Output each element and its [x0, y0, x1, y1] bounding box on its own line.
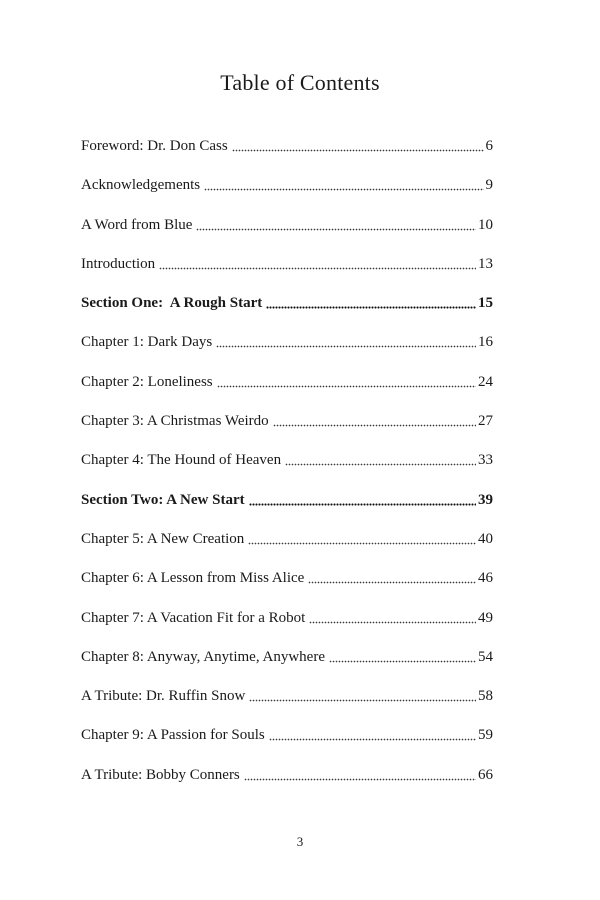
toc-entry-label: Chapter 7: A Vacation Fit for a Robot: [81, 609, 306, 626]
toc-entry-label: Chapter 5: A New Creation: [81, 530, 245, 547]
toc-entry-page: 33: [478, 452, 493, 469]
dot-leader: [273, 411, 476, 427]
dot-leader: [196, 215, 476, 231]
toc-entry-page: 40: [478, 530, 493, 547]
toc-entry: [81, 136, 493, 175]
toc-entry-page: 16: [478, 334, 493, 351]
page-number: 3: [296, 834, 304, 849]
toc-section-heading: [81, 293, 493, 332]
toc-entry-page: 10: [478, 216, 493, 233]
toc-entry-page: 13: [478, 255, 493, 272]
dot-leader: [204, 175, 483, 191]
toc-entry-label: Chapter 3: A Christmas Weirdo: [81, 413, 269, 430]
toc-entry: [81, 725, 493, 764]
toc-entry-label: Chapter 1: Dark Days: [81, 334, 213, 351]
toc-entry-page: 49: [478, 609, 493, 626]
toc-entry-page: 39: [478, 491, 493, 508]
dot-leader: [269, 725, 476, 741]
toc-entry-label: Section One: A Rough Start: [81, 295, 263, 312]
toc-entry-label: Chapter 9: A Passion for Souls: [81, 727, 265, 744]
toc-entry: [81, 647, 493, 686]
toc-entry-page: 58: [478, 688, 493, 705]
dot-leader: [329, 647, 476, 663]
toc-entry-page: 6: [485, 138, 493, 154]
toc-entry: [81, 411, 493, 450]
toc-entry: [81, 332, 493, 371]
toc-entry: [81, 254, 493, 293]
dot-leader: [244, 765, 476, 781]
toc-entry-page: 66: [478, 766, 493, 783]
toc-entry-label: Acknowledgements: [81, 177, 201, 194]
toc-entry: [81, 175, 493, 214]
toc-entry-page: 46: [478, 570, 493, 587]
toc-entry-page: 27: [478, 413, 493, 430]
toc-entry-label: Chapter 6: A Lesson from Miss Alice: [81, 570, 305, 587]
toc-entry-label: A Tribute: Bobby Conners: [81, 766, 240, 783]
toc-entry: [81, 608, 493, 647]
toc-entry: [81, 686, 493, 725]
dot-leader: [232, 136, 484, 152]
toc-entry: [81, 529, 493, 568]
toc-entry-label: Chapter 4: The Hound of Heaven: [81, 452, 282, 469]
table-of-contents: [81, 136, 493, 804]
dot-leader: [309, 608, 476, 624]
toc-entry-label: A Tribute: Dr. Ruffin Snow: [81, 688, 246, 705]
page-title: Table of Contents: [220, 70, 380, 95]
dot-leader: [217, 372, 476, 388]
toc-entry-page: 59: [478, 727, 493, 744]
toc-entry-label: A Word from Blue: [81, 216, 193, 233]
dot-leader: [159, 254, 476, 270]
toc-entry-label: Introduction: [81, 255, 156, 272]
toc-entry: [81, 450, 493, 489]
dot-leader: [248, 529, 476, 545]
toc-entry-label: Chapter 2: Loneliness: [81, 373, 213, 390]
toc-section-heading: [81, 490, 493, 529]
toc-entry-page: 24: [478, 373, 493, 390]
dot-leader: [266, 293, 476, 309]
toc-entry: [81, 765, 493, 804]
dot-leader: [249, 686, 476, 702]
toc-entry-label: Section Two: A New Start: [81, 491, 245, 508]
toc-entry: [81, 372, 493, 411]
dot-leader: [249, 490, 476, 506]
toc-entry-label: Foreword: Dr. Don Cass: [81, 138, 228, 154]
toc-entry-page: 15: [478, 295, 493, 312]
toc-entry-page: 9: [485, 177, 493, 194]
dot-leader: [308, 568, 476, 584]
toc-entry: [81, 215, 493, 254]
toc-entry-label: Chapter 8: Anyway, Anytime, Anywhere: [81, 648, 325, 665]
toc-entry: [81, 568, 493, 607]
toc-entry-page: 54: [478, 648, 493, 665]
dot-leader: [285, 450, 476, 466]
dot-leader: [216, 332, 476, 348]
